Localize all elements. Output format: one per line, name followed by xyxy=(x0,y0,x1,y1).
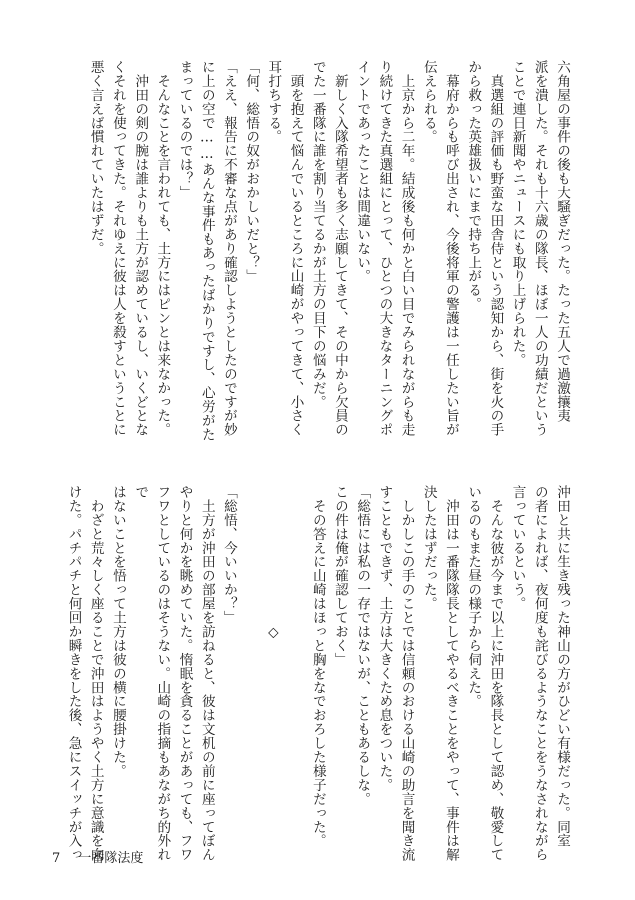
text-line: 「何、総悟の奴がおかしいだと？」 xyxy=(243,60,260,284)
text-line xyxy=(240,485,262,870)
text-line: 悪く言えば慣れていたはずだ。 xyxy=(87,60,104,256)
text-line: 幕府からも呼び出され、今後将軍の警護は一任したい旨が xyxy=(442,60,459,437)
text-line: り続けてきた真選組にとって、ひとつの大きなターニングポ xyxy=(376,60,393,437)
text-line: はないことを悟って土方は彼の横に腰掛けた。 xyxy=(109,485,126,778)
text-line: いるのもまた昼の様子から伺えた。 xyxy=(465,485,482,709)
text-line: 耳打ちする。 xyxy=(265,60,282,144)
text-line: でた一番隊に誰を割り当てるかが土方の目下の悩みだ。 xyxy=(309,60,326,409)
text-line: フワとしているのはそうない。山崎の指摘もあながち的外れで xyxy=(132,485,171,862)
text-line: 沖田は一番隊隊長としてやるべきことをやって、事件は解 xyxy=(442,485,459,862)
text-line: 沖田と共に生き残った神山の方がひどい有様だった。同室 xyxy=(554,485,570,848)
text-line: 言っているという。 xyxy=(509,485,526,611)
text-line: から救った英雄扱いにまで持ち上がる。 xyxy=(465,60,482,312)
text-line: 六角屋の事件の後も大騒ぎだった。たった五人で過激攘夷 xyxy=(554,60,570,423)
text-line: その答えに山崎はほっと胸をなでおろした様子だった。 xyxy=(309,485,326,848)
text-line: 頭を抱えて悩んでいるところに山崎がやってきて、小さく xyxy=(287,60,304,437)
text-line: しかしこの手のことでは信頼のおける山崎の助言を聞き流 xyxy=(398,485,415,862)
text-line: イントであったことは間違いない。 xyxy=(354,60,371,284)
text-block-upper xyxy=(87,60,573,460)
text-line: この件は俺が確認しておく」 xyxy=(331,485,348,667)
text-line: そんなことを言われても、土方にはピンとは来なかった。 xyxy=(154,60,171,437)
text-line: 土方が沖田の部屋を訪ねると、彼は文机の前に座ってぼん xyxy=(198,485,215,862)
text-line xyxy=(284,485,306,870)
text-line: に上の空で……あんな事件もあったばかりですし、心労がた xyxy=(198,60,215,442)
book-title: 一番隊法度 xyxy=(78,851,144,866)
text-line: すこともできず、土方は大きくため息をついた。 xyxy=(376,485,393,792)
text-block-lower xyxy=(65,485,573,870)
text-line: 伝えられる。 xyxy=(420,60,437,144)
text-line: 新しく入隊希望者も多く志願してきて、その中から欠員の xyxy=(331,60,348,437)
text-line: 派を潰した。それも十六歳の隊長、ほぼ一人の功績だという xyxy=(531,60,548,437)
text-line: わざと荒々しく座ることで沖田はようやく土方に意識を向 xyxy=(87,485,104,862)
text-line: 「ええ、報告に不審な点があり確認しようとしたのですが妙 xyxy=(220,60,237,437)
text-line: 沖田の剣の腕は誰よりも土方が認めているし、いくどとな xyxy=(132,60,149,437)
text-line: くそれを使ってきた。それゆえに彼は人を殺すということに xyxy=(109,60,126,437)
text-line: やりと何かを眺めていた。惰眠を貪ることがあっても、フワ xyxy=(176,485,193,862)
text-line: 上京から二年。結成後も何かと白い目でみられながらも走 xyxy=(398,60,415,437)
text-line: 決したはずだった。 xyxy=(420,485,437,611)
text-line: 「総悟には私の一存ではないが、こともあるしな。 xyxy=(354,485,371,806)
text-line: 「総悟、今いいか？」 xyxy=(220,485,237,625)
page-footer xyxy=(52,847,143,866)
text-line: そんな彼が今まで以上に沖田を隊長として認め、敬愛して xyxy=(487,485,504,862)
text-line: けた。パチパチと何回か瞬きをした後、急にスイッチが入っ xyxy=(65,485,82,862)
text-line: ◇ xyxy=(265,485,282,641)
text-line: 真選組の評価も野蛮な田舎侍という認知から、街を火の手 xyxy=(487,60,504,437)
text-line: の者によれば、夜何度も詫びるようなことをうなされながら xyxy=(531,485,548,862)
text-line: まっているのでは？」 xyxy=(176,60,193,200)
page-number: 7 xyxy=(52,851,61,866)
text-line: ことで連日新聞やニュースにも取り上げられた。 xyxy=(509,60,526,367)
